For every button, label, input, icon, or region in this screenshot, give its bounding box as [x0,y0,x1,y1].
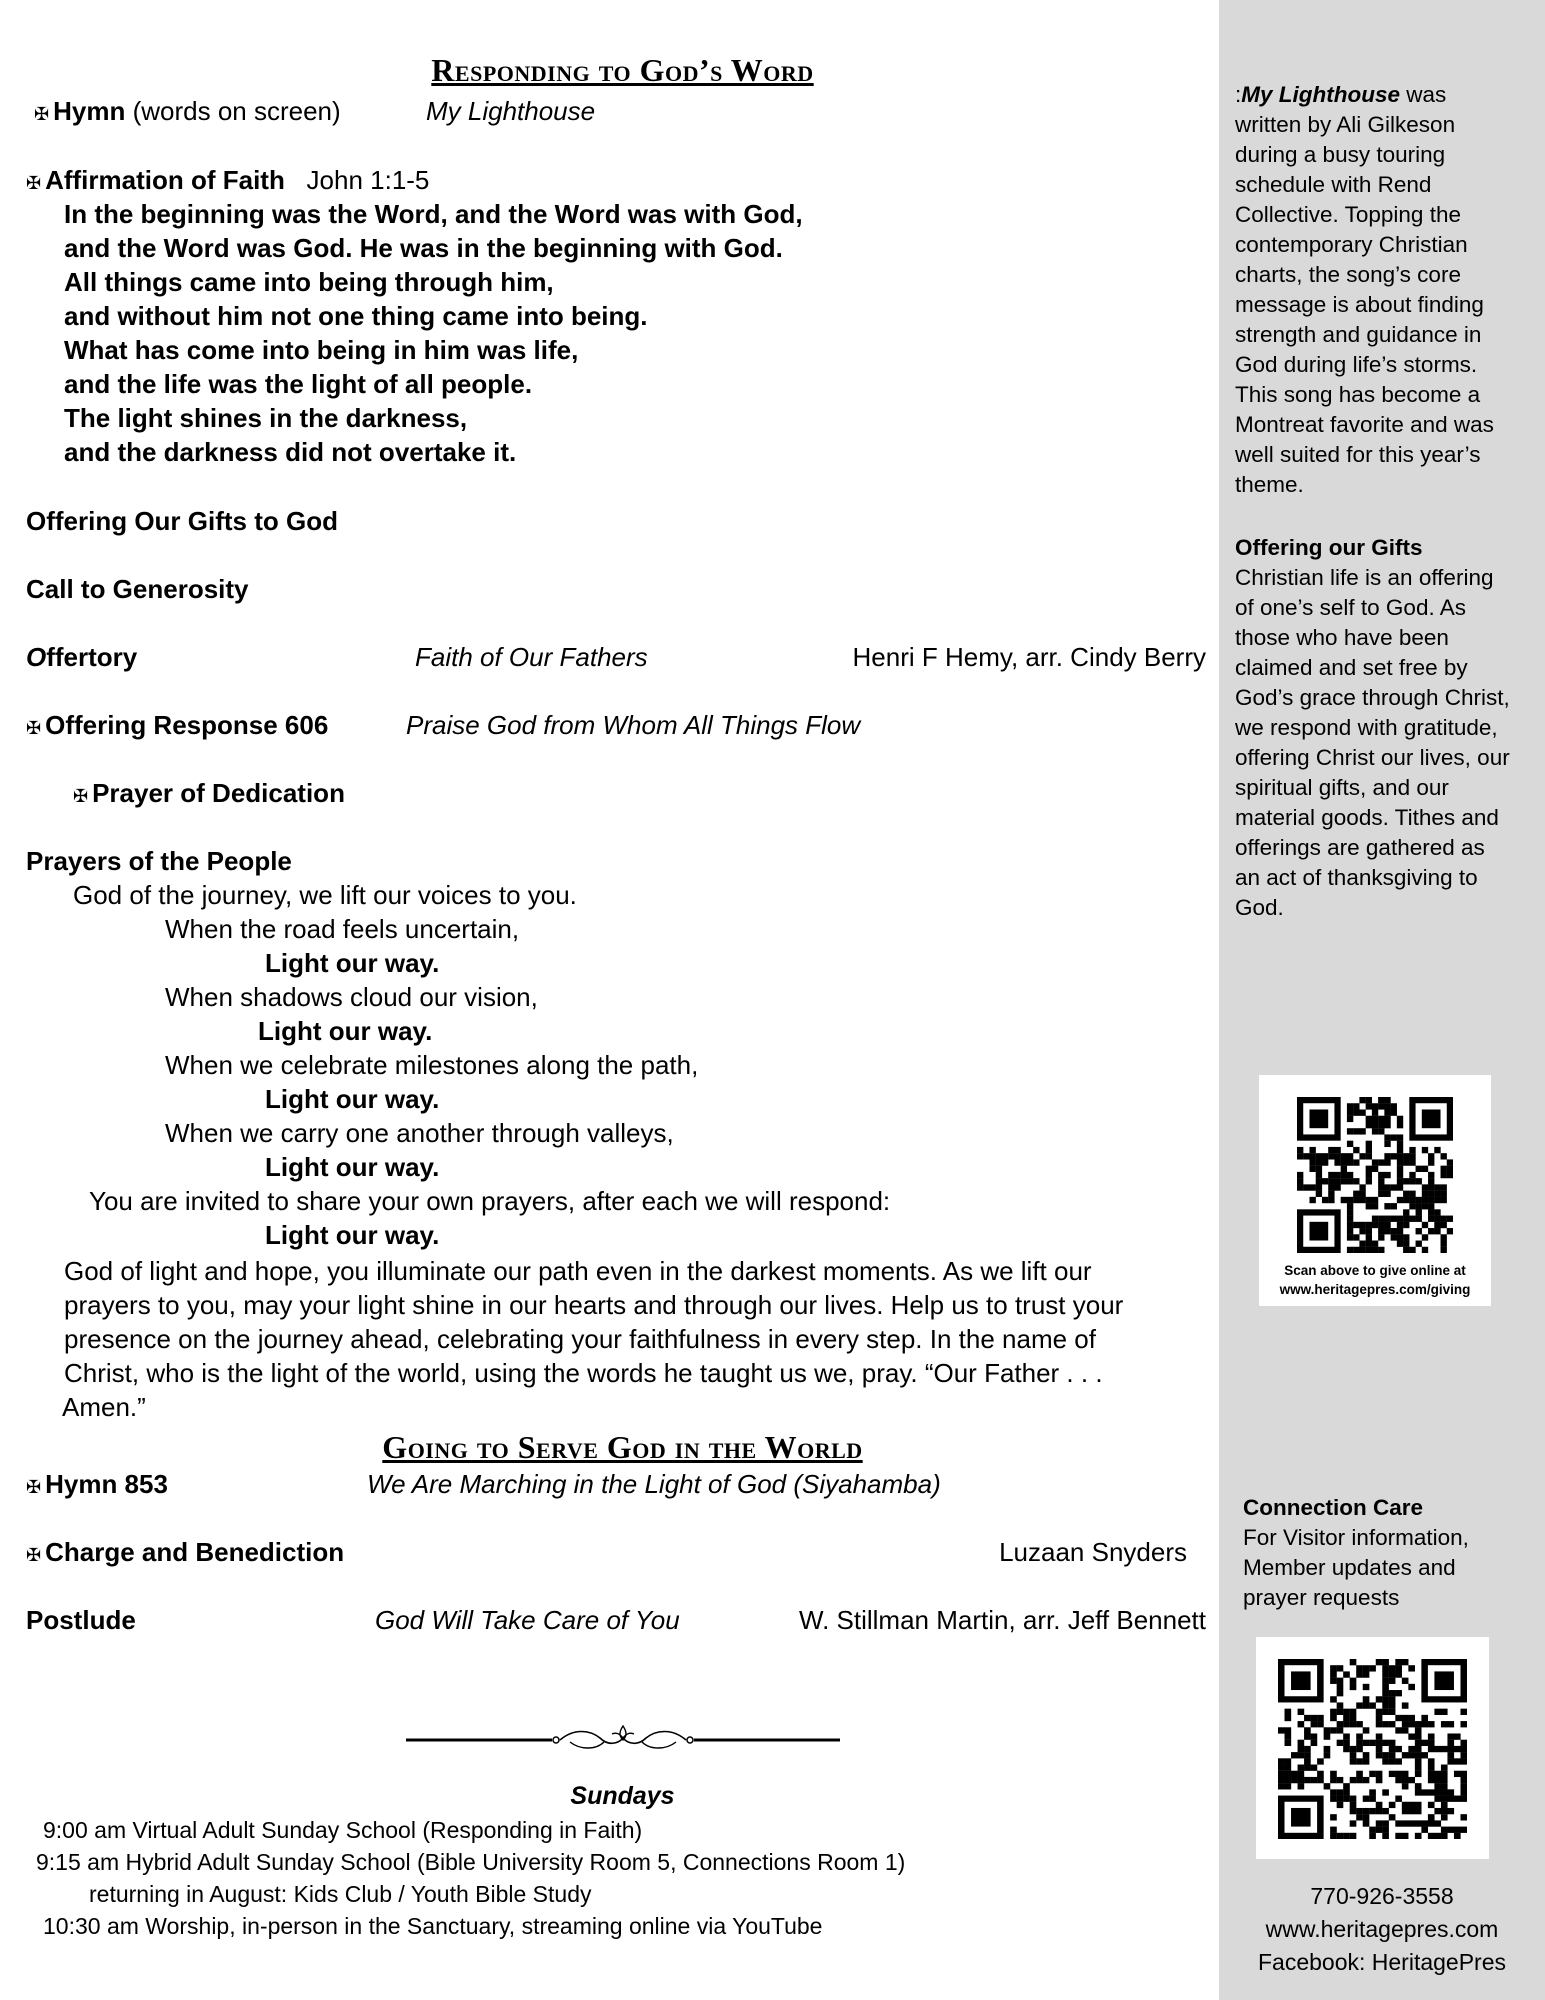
lighthouse-line: charts, the song’s core [1235,262,1461,287]
offertory-label [26,642,137,673]
cross-icon: ✠ [34,104,50,124]
prayer-call: When we carry one another through valleys, [165,1118,674,1148]
affirmation-line-text: The light shines in the darkness, [64,403,468,433]
charge-line [26,1537,344,1568]
offertory-label-initial: O [26,642,47,672]
gifts-line: of one’s self to God. As [1235,595,1466,620]
prayer-call: When the road feels uncertain, [165,914,520,944]
section-heading-responding: Responding to God’s Word [431,52,814,88]
gifts-line: God. [1235,895,1284,920]
lighthouse-line: Montreat favorite and was [1235,412,1494,437]
sundays-heading: Sundays [570,1782,675,1810]
offering-response-label: Offering Response 606 [45,710,329,740]
prayers-people-label: Prayers of the People [26,846,292,876]
prayer-response: Light our way. [265,1084,440,1114]
lighthouse-line: schedule with Rend [1235,172,1432,197]
prayers-closing [64,1254,1123,1424]
lighthouse-line: theme. [1235,472,1304,497]
affirmation-line [26,165,429,196]
postlude-title: God Will Take Care of You [375,1605,680,1635]
hymn853-label: Hymn 853 [45,1469,168,1499]
prayer-response: Light our way. [258,1016,433,1046]
connection-qr-code-icon[interactable] [1278,1659,1467,1839]
lighthouse-line: message is about finding [1235,292,1484,317]
hymn853-line [26,1469,168,1500]
hymn-label: Hymn [53,96,126,126]
charge-leader: Luzaan Snyders [999,1537,1187,1567]
cross-icon: ✠ [26,1545,42,1565]
cross-icon: ✠ [26,718,42,738]
affirmation-line-text: What has come into being in him was life, [64,335,579,365]
schedule-line: 9:15 am Hybrid Adult Sunday School (Bible University Room 5, Connections Room 1) [36,1849,906,1875]
hymn853-title: We Are Marching in the Light of God (Siyahamba) [367,1469,941,1499]
lighthouse-line: written by Ali Gilkeson [1235,112,1456,137]
lighthouse-note [1235,80,1525,500]
phone: 770-926-3558 [1310,1883,1454,1909]
lighthouse-line: contemporary Christian [1235,232,1468,257]
schedule-line: 10:30 am Worship, in-person in the Sanctuary, streaming online via YouTube [43,1913,823,1939]
offertory-label-rest: ffertory [46,642,138,672]
gifts-line: an act of thanksgiving to [1235,865,1478,890]
website-link[interactable]: www.heritagepres.com [1265,1916,1499,1942]
giving-qr-card[interactable] [1259,1075,1491,1306]
lighthouse-first-line [1235,80,1525,110]
affirmation-ref: John 1:1-5 [306,165,430,195]
gifts-note [1235,533,1525,923]
gifts-heading: Offering our Gifts [1235,535,1423,560]
gifts-line: spiritual gifts, and our [1235,775,1449,800]
offering-heading: Offering Our Gifts to God [26,506,338,536]
lighthouse-line: strength and guidance in [1235,322,1482,347]
connection-line: prayer requests [1243,1585,1400,1610]
lighthouse-line: well suited for this year’s [1235,442,1481,467]
charge-label: Charge and Benediction [45,1537,345,1567]
prayer-dedication-label: Prayer of Dedication [92,778,345,808]
hymn-note: (words on screen) [132,96,341,126]
prayers-closing-line: Christ, who is the light of the world, using the words he taught us we, pray. “Our Father . . . [64,1358,1103,1388]
affirmation-line-text: and the darkness did not overtake it. [64,437,517,467]
prayer-response: Light our way. [265,1152,440,1182]
lighthouse-line: during a busy touring [1235,142,1446,167]
affirmation-line-text: and the life was the light of all people. [64,369,533,399]
lighthouse-prefix: : [1235,82,1242,107]
prayer-call: When we celebrate milestones along the path, [165,1050,699,1080]
lighthouse-text: was [1400,82,1447,107]
affirmation-line-text: and the Word was God. He was in the beginning with God. [64,233,783,263]
gifts-line: Christian life is an offering [1235,565,1494,590]
lighthouse-line: This song has become a [1235,382,1481,407]
prayers-closing-line: presence on the journey ahead, celebrating your faithfulness in every step. In the name of [64,1324,1096,1354]
prayers-closing-line: prayers to you, may your light shine in our hearts and through our lives. Help us to trust your [64,1290,1124,1320]
offertory-title: Faith of Our Fathers [415,642,648,672]
cross-icon: ✠ [26,173,42,193]
prayer-response: Light our way. [265,948,440,978]
gifts-line: God’s grace through Christ, [1235,685,1510,710]
section-heading-going: Going to Serve God in the World [382,1429,863,1465]
prayer-call: When shadows cloud our vision, [165,982,538,1012]
affirmation-line-text: In the beginning was the Word, and the Word was with God, [64,199,803,229]
postlude-label: Postlude [26,1605,136,1635]
postlude-composer: W. Stillman Martin, arr. Jeff Bennett [798,1605,1206,1635]
offertory-composer: Henri F Hemy, arr. Cindy Berry [852,642,1206,672]
gifts-line: those who have been [1235,625,1449,650]
lighthouse-line: Collective. Topping the [1235,202,1461,227]
cross-icon: ✠ [73,786,89,806]
call-generosity: Call to Generosity [26,574,249,604]
offering-response-line [26,710,328,741]
prayer-dedication-line [73,778,345,809]
ornament-divider [404,1722,842,1754]
prayer-response: Light our way. [265,1220,440,1250]
lighthouse-title: My Lighthouse [1241,82,1401,107]
gifts-line: offering Christ our lives, our [1235,745,1510,770]
schedule-line: returning in August: Kids Club / Youth Bible Study [89,1881,592,1907]
affirmation-text [64,197,803,469]
gifts-line: material goods. Tithes and [1235,805,1499,830]
lighthouse-line: God during life’s storms. [1235,352,1478,377]
prayers-closing-line: Amen.” [62,1392,146,1422]
prayers-closing-line: God of light and hope, you illuminate our path even in the darkest moments. As we lift our [64,1256,1092,1286]
gifts-line: claimed and set free by [1235,655,1468,680]
connection-heading: Connection Care [1243,1495,1424,1520]
connection-line: For Visitor information, [1243,1525,1469,1550]
affirmation-line-text: and without him not one thing came into being. [64,301,648,331]
facebook-link[interactable]: Facebook: HeritagePres [1257,1949,1506,1975]
affirmation-line-text: All things came into being through him, [64,267,554,297]
cross-icon: ✠ [26,1477,42,1497]
qr-caption: Scan above to give online at [1284,1263,1466,1278]
hymn-title: My Lighthouse [426,96,596,126]
hymn-line [34,96,341,127]
connection-care [1243,1493,1533,1613]
gifts-line: offerings are gathered as [1235,835,1485,860]
prayers-invite: You are invited to share your own prayers, after each we will respond: [89,1186,891,1216]
prayers-intro: God of the journey, we lift our voices to you. [73,880,577,910]
schedule-line: 9:00 am Virtual Adult Sunday School (Responding in Faith) [43,1817,643,1843]
affirmation-label: Affirmation of Faith [45,165,285,195]
connection-qr-card[interactable] [1256,1637,1489,1859]
offering-response-title: Praise God from Whom All Things Flow [406,710,861,740]
gifts-line: we respond with gratitude, [1235,715,1498,740]
connection-line: Member updates and [1243,1555,1456,1580]
giving-qr-code-icon[interactable] [1297,1097,1453,1253]
qr-caption-url: www.heritagepres.com/giving [1279,1282,1471,1297]
